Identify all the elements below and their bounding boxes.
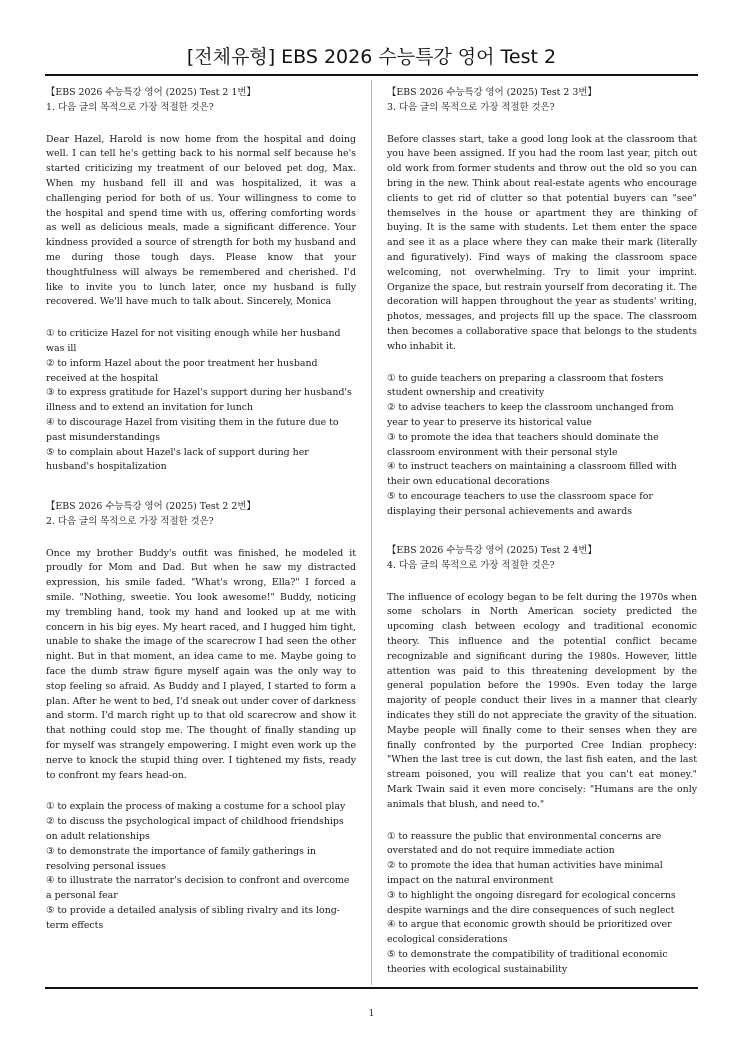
question-passage: Once my brother Buddy's outfit was finished, he modeled it proudly for Mom and Dad. But when he saw my distracted expression, his smile faded. "What's wrong, Ella?" I forced a smile. "Nothing, sweetie. You look awesome!" Buddy, noticing my trembling hand, took my hand and looked up at me with concern in his big eyes. My heart raced, and I hugged him tight, unable to shake the image of the scarecrow I had seen the other night. But in that moment, an idea came to me. Maybe going to face the dumb straw figure myself again was the only way to stop feeling so afraid. As Buddy and I played, I started to form a plan. After he went to bed, I'd sneak out under cover of darkness and storm. I'd march right up to that old scarecrow and show it that nothing could stop me. The thought of finally standing up for myself was strangely empowering. I might even work up the nerve to knock the stupid thing over. I tightened my fists, ready to confront my fears head-on. xyxy=(46,547,356,781)
answer-choice: ④ to instruct teachers on maintaining a classroom filled with their own educational decorations xyxy=(387,461,677,488)
answer-choice: ① to criticize Hazel for not visiting enough while her husband was ill xyxy=(46,328,341,354)
answer-choice: ③ to highlight the ongoing disregard for ecological concerns despite warnings and the dire consequences of such neglect xyxy=(387,889,676,916)
question-2 xyxy=(46,500,356,934)
question-4 xyxy=(387,544,697,978)
answer-choice: ④ to discourage Hazel from visiting them in the future due to past misunderstandings xyxy=(46,416,339,443)
question-prompt: 1. 다음 글의 목적으로 가장 적절한 것은? xyxy=(46,101,214,113)
answer-choice: ② to promote the idea that human activities have minimal impact on the natural environment xyxy=(387,860,663,886)
question-source: 【EBS 2026 수능특강 영어 (2025) Test 2 2번】 xyxy=(46,501,256,512)
answer-choice: ③ to promote the idea that teachers should dominate the classroom environment with their personal style xyxy=(387,431,659,458)
answer-choices xyxy=(46,800,356,933)
question-prompt: 4. 다음 글의 목적으로 가장 적절한 것은? xyxy=(387,559,555,571)
answer-choice: ③ to demonstrate the importance of family gatherings in resolving personal issues xyxy=(46,845,316,872)
answer-choice: ④ to argue that economic growth should be prioritized over ecological considerations xyxy=(387,919,672,946)
answer-choice: ⑤ to provide a detailed analysis of sibling rivalry and its long-term effects xyxy=(46,904,340,931)
column-divider xyxy=(371,80,372,985)
question-source: 【EBS 2026 수능특강 영어 (2025) Test 2 1번】 xyxy=(46,87,256,98)
question-passage: Dear Hazel, Harold is now home from the hospital and doing well. I can tell he's getting back to his normal self because he's started criticizing my treatment of our beloved pet dog, Max. When my husband fell ill and was hospitalized, it was a challenging period for both of us. Your willingness to come to the hospital and spend time with us, offering comforting words as well as delicious meals, made a significant difference. Your kindness provided a source of strength for both my husband and me during those tough days. Please know that your thoughtfulness will always be remembered and cherished. I'd like to invite you to lunch later, once my husband is fully recovered. We'll have much to talk about. Sincerely, Monica xyxy=(46,133,356,308)
question-3 xyxy=(387,86,697,520)
answer-choices xyxy=(387,830,697,978)
answer-choice: ⑤ to demonstrate the compatibility of traditional economic theories with ecological sustainability xyxy=(387,948,668,975)
answer-choice: ⑤ to complain about Hazel's lack of support during her husband's hospitalization xyxy=(46,446,309,473)
question-passage: Before classes start, take a good long look at the classroom that you have been assigned. If you had the room last year, pitch out old work from former students and throw out the old so you can bring in the new. Think about real-estate agents who encourage clients to get rid of clutter so that potential buyers can "see" themselves in the house or apartment they are thinking of buying. It is the same with students. Let them enter the space and see it as a place where they can make their mark (literally and figuratively). Find ways of making the classroom space welcoming, not overwhelming. Try to limit your imprint. Organize the space, but restrain yourself from decorating it. The decoration will happen throughout the year as students' writing, photos, messages, and projects fill up the space. The classroom then becomes a collaborative space that belongs to the students who inhabit it. xyxy=(387,133,697,352)
answer-choice: ⑤ to encourage teachers to use the classroom space for displaying their personal achievements and awards xyxy=(387,490,653,517)
answer-choices xyxy=(387,372,697,520)
question-source: 【EBS 2026 수능특강 영어 (2025) Test 2 4번】 xyxy=(387,545,597,556)
question-prompt: 3. 다음 글의 목적으로 가장 적절한 것은? xyxy=(387,101,555,113)
question-source: 【EBS 2026 수능특강 영어 (2025) Test 2 3번】 xyxy=(387,87,597,98)
answer-choice: ① to explain the process of making a costume for a school play xyxy=(46,801,346,813)
answer-choice: ② to inform Hazel about the poor treatment her husband received at the hospital xyxy=(46,357,318,384)
answer-choices xyxy=(46,327,356,475)
page-title: [전체유형] EBS 2026 수능특강 영어 Test 2 xyxy=(186,46,557,68)
answer-choice: ④ to illustrate the narrator's decision to confront and overcome a personal fear xyxy=(46,875,350,902)
question-prompt: 2. 다음 글의 목적으로 가장 적절한 것은? xyxy=(46,515,214,527)
answer-choice: ① to reassure the public that environmental concerns are overstated and do not require immediate action xyxy=(387,830,662,857)
answer-choice: ① to guide teachers on preparing a classroom that fosters student ownership and creativity xyxy=(387,372,664,399)
answer-choice: ③ to express gratitude for Hazel's support during her husband's illness and to extend an invitation for lunch xyxy=(46,387,352,414)
answer-choice: ② to advise teachers to keep the classroom unchanged from year to year to preserve its historical value xyxy=(387,402,674,428)
footer-rule xyxy=(45,987,698,989)
question-passage: The influence of ecology began to be felt during the 1970s when some scholars in North American society predicted the upcoming clash between ecology and traditional economic theory. This influence and the potential conflict became recognizable and significant during the 1980s. However, little attention was paid to this threatening development by the general population before the 1990s. Even today the large majority of people conduct their lives in a manner that clearly indicates they still do not appreciate the gravity of the situation. Maybe people will finally come to their senses when they are finally confronted by the purported Cree Indian prophecy: "When the last tree is cut down, the last fish eaten, and the last stream poisoned, you will realize that you can't eat money." Mark Twain said it even more concisely: "Humans are the only animals that blush, and need to." xyxy=(387,591,697,810)
question-1 xyxy=(46,86,356,475)
answer-choice: ② to discuss the psychological impact of childhood friendships on adult relationships xyxy=(46,816,344,842)
title-underline xyxy=(45,74,698,76)
page-number: 1 xyxy=(368,1008,375,1019)
